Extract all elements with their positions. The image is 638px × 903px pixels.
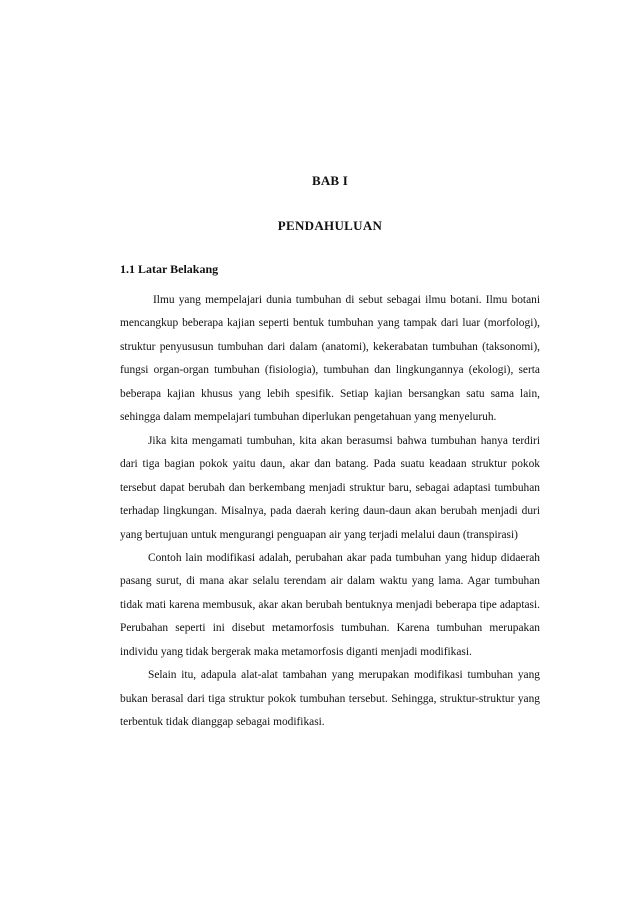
body-text xyxy=(120,289,540,735)
chapter-number: BAB I xyxy=(311,173,349,188)
chapter-title: PENDAHULUAN xyxy=(277,218,383,233)
paragraph: Ilmu yang mempelajari dunia tumbuhan di sebut sebagai ilmu botani. Ilmu botani mencangkup beberapa kajian seperti bentuk tumbuhan yang tampak dari luar (morfologi), struktur penyususun tumbuhan dari dalam (anatomi), kekerabatan tumbuhan (taksonomi), fungsi organ-organ tumbuhan (fisiologia), tumbuhan dan lingkungannya (ekologi), serta beberapa kajian khusus yang lebih spesifik. Setiap kajian bersangkan satu sama lain, sehingga dalam mempelajari tumbuhan diperlukan pengetahuan yang menyeluruh. xyxy=(120,294,540,424)
paragraph: Contoh lain modifikasi adalah, perubahan akar pada tumbuhan yang hidup didaerah pasang surut, di mana akar selalu terendam air dalam waktu yang lama. Agar tumbuhan tidak mati karena membusuk, akar akan berubah bentuknya menjadi beberapa tipe adaptasi. Perubahan seperti ini disebut metamorfosis tumbuhan. Karena tumbuhan merupakan individu yang tidak bergerak maka metamorfosis diganti menjadi modifikasi. xyxy=(120,551,540,658)
section-heading: 1.1 Latar Belakang xyxy=(120,262,219,276)
paragraph: Jika kita mengamati tumbuhan, kita akan berasumsi bahwa tumbuhan hanya terdiri dari tiga bagian pokok yaitu daun, akar dan batang. Pada suatu keadaan struktur pokok tersebut dapat berubah dan berkembang menjadi struktur baru, sebagai adaptasi tumbuhan terhadap lingkungan. Misalnya, pada daerah kering daun-daun akan berubah menjadi duri yang bertujuan untuk mengurangi penguapan air yang terjadi melalui daun (transpirasi) xyxy=(120,434,540,541)
paragraph: Selain itu, adapula alat-alat tambahan yang merupakan modifikasi tumbuhan yang bukan berasal dari tiga struktur pokok tumbuhan tersebut. Sehingga, struktur-struktur yang terbentuk tidak dianggap sebagai modifikasi. xyxy=(120,669,540,729)
